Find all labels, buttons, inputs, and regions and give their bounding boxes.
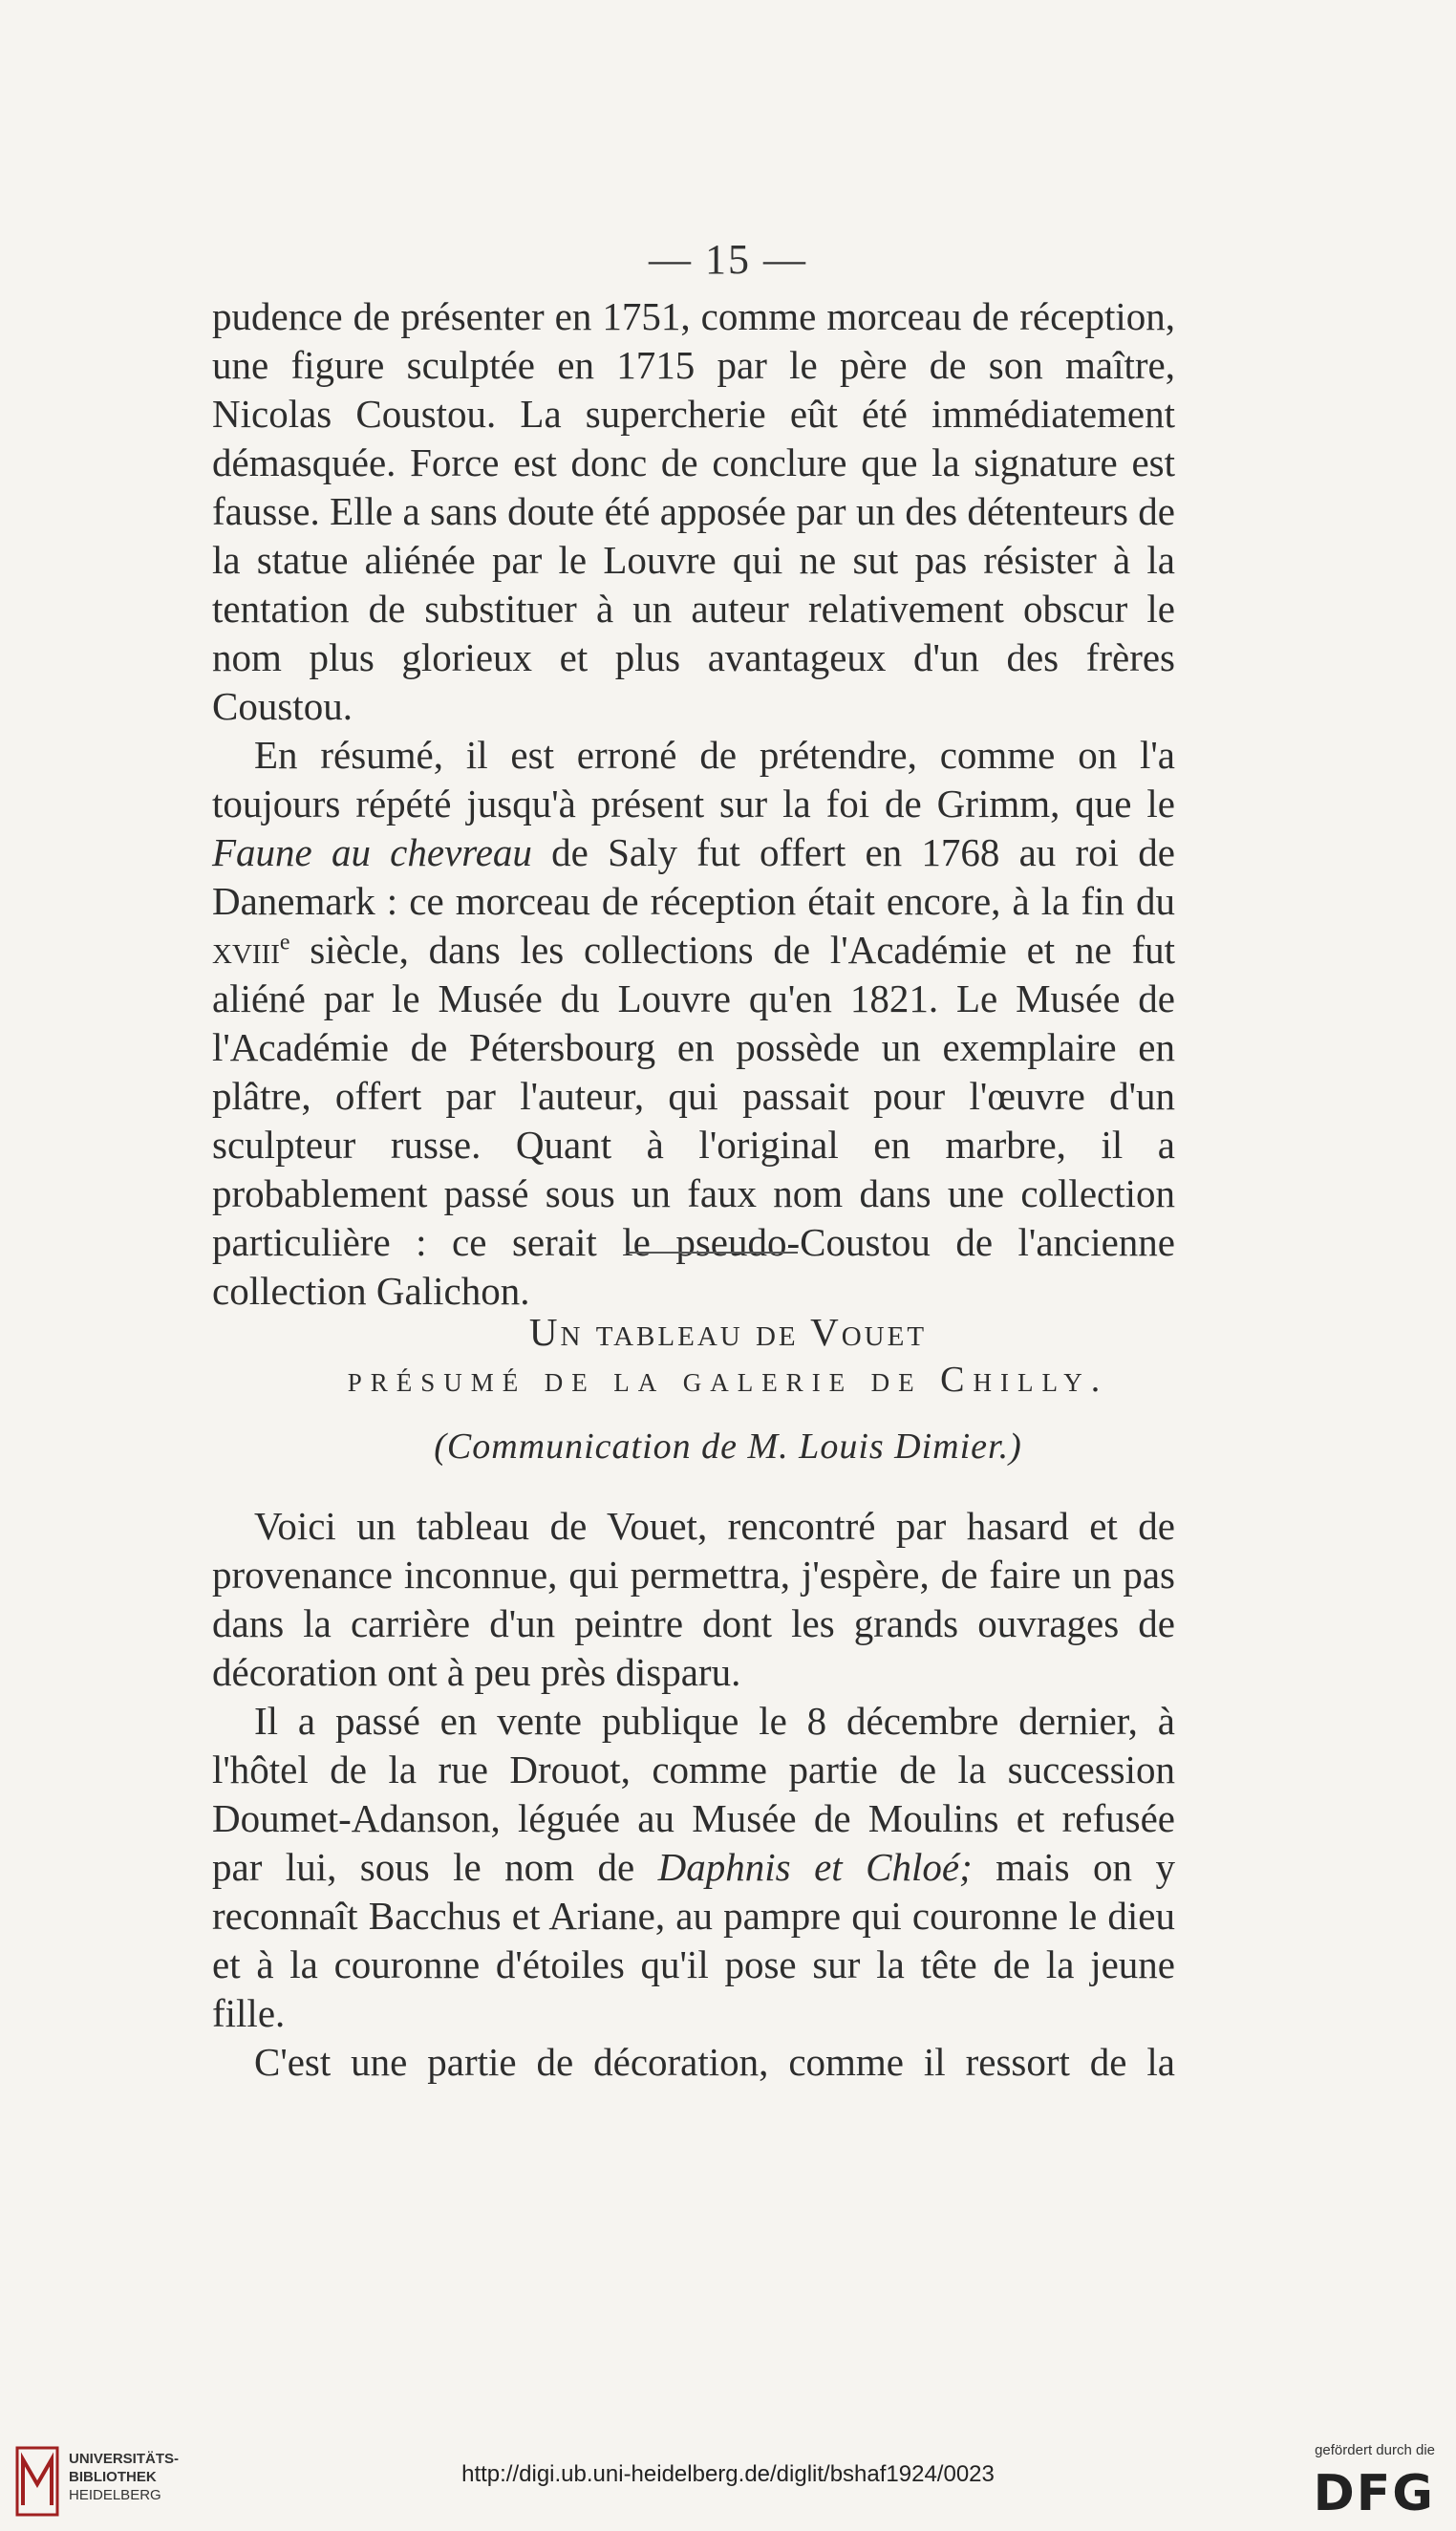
section-title-line-2: présumé de la galerie de Chilly. bbox=[347, 1360, 1109, 1400]
paragraph-3: Voici un tableau de Vouet, rencontré par hasard et de provenance inconnue, qui permettra, j'espère, de faire un pas dans la carrière d'un peintre dont les grands ouvrages de décoration ont à peu près disparu. bbox=[212, 1504, 1175, 1694]
text-block-bottom bbox=[212, 1502, 1175, 2087]
section-title-line-1: Un tableau de Vouet bbox=[528, 1310, 928, 1354]
footer-bar bbox=[0, 2427, 1456, 2531]
paragraph-4 bbox=[212, 1697, 1175, 2038]
communication-credit: (Communication de M. Louis Dimier.) bbox=[434, 1426, 1022, 1467]
paragraph-5: C'est une partie de décoration, comme il ressort de la bbox=[254, 2040, 1175, 2084]
paragraph-2-text-c: siècle, dans les collections de l'Académie et ne fut aliéné par le Musée du Louvre qu'en 1821. Le Musée de l'Académie de Pétersbourg en possède un exemplaire en plâtre, offert par l'auteur, qui passait pour l'œuvre d'un sculpteur russe. Quant à l'original en marbre, il a probablement passé sous un faux nom dans une collection particulière : ce serait le pseudo-Coustou de l'ancienne collection Galichon. bbox=[212, 928, 1175, 1313]
paragraph-4-text-b: mais on y reconnaît Bacchus et Ariane, au pampre qui couronne le dieu et à la couronne d'étoiles qu'il pose sur la tête de la jeune fille. bbox=[212, 1845, 1175, 2035]
dfg-caption: gefördert durch die bbox=[1315, 2442, 1435, 2458]
paragraph-4-text-a: Il a passé en vente publique le 8 décembre dernier, à l'hôtel de la rue Drouot, comme partie de la succession Doumet-Adanson, léguée au Musée de Moulins et refusée par lui, sous le nom de bbox=[212, 1699, 1175, 1889]
paragraph-2-text-b: de Saly fut offert en 1768 au roi de Danemark : ce morceau de réception était encore, à la fin du bbox=[212, 830, 1175, 923]
library-name-line-3: HEIDELBERG bbox=[69, 2487, 161, 2503]
library-name-line-2: BIBLIOTHEK bbox=[69, 2469, 157, 2485]
paragraph-2-text-a: En résumé, il est erroné de prétendre, comme on l'a toujours répété jusqu'à présent sur la foi de Grimm, que le bbox=[212, 733, 1175, 826]
paragraph-2-century: xviii bbox=[212, 928, 280, 972]
section-divider bbox=[626, 1252, 798, 1254]
paragraph-1: pudence de présenter en 1751, comme morceau de réception, une figure sculptée en 1715 par le père de son maître, Nicolas Coustou. La supercherie eût été immédiatement démasquée. Force est donc de conclure que la signature est fausse. Elle a sans doute été apposée par un des détenteurs de la statue aliénée par le Louvre qui ne sut pas résister à la tentation de substituer à un auteur relativement obscur le nom plus glorieux et plus avantageux d'un des frères Coustou. bbox=[212, 294, 1175, 728]
source-url-link[interactable]: http://digi.ub.uni-heidelberg.de/diglit/bshaf1924/0023 bbox=[461, 2461, 995, 2487]
library-name-line-1: UNIVERSITÄTS- bbox=[69, 2451, 180, 2467]
page-number: — 15 — bbox=[649, 236, 807, 283]
paragraph-2 bbox=[212, 731, 1175, 1316]
dfg-logo: DFG bbox=[1313, 2465, 1435, 2522]
paragraph-4-italic-title: Daphnis et Chloé; bbox=[657, 1845, 973, 1889]
text-block-top bbox=[212, 292, 1175, 1316]
paragraph-2-italic-title: Faune au chevreau bbox=[212, 830, 532, 874]
paragraph-2-superscript: e bbox=[279, 930, 290, 955]
